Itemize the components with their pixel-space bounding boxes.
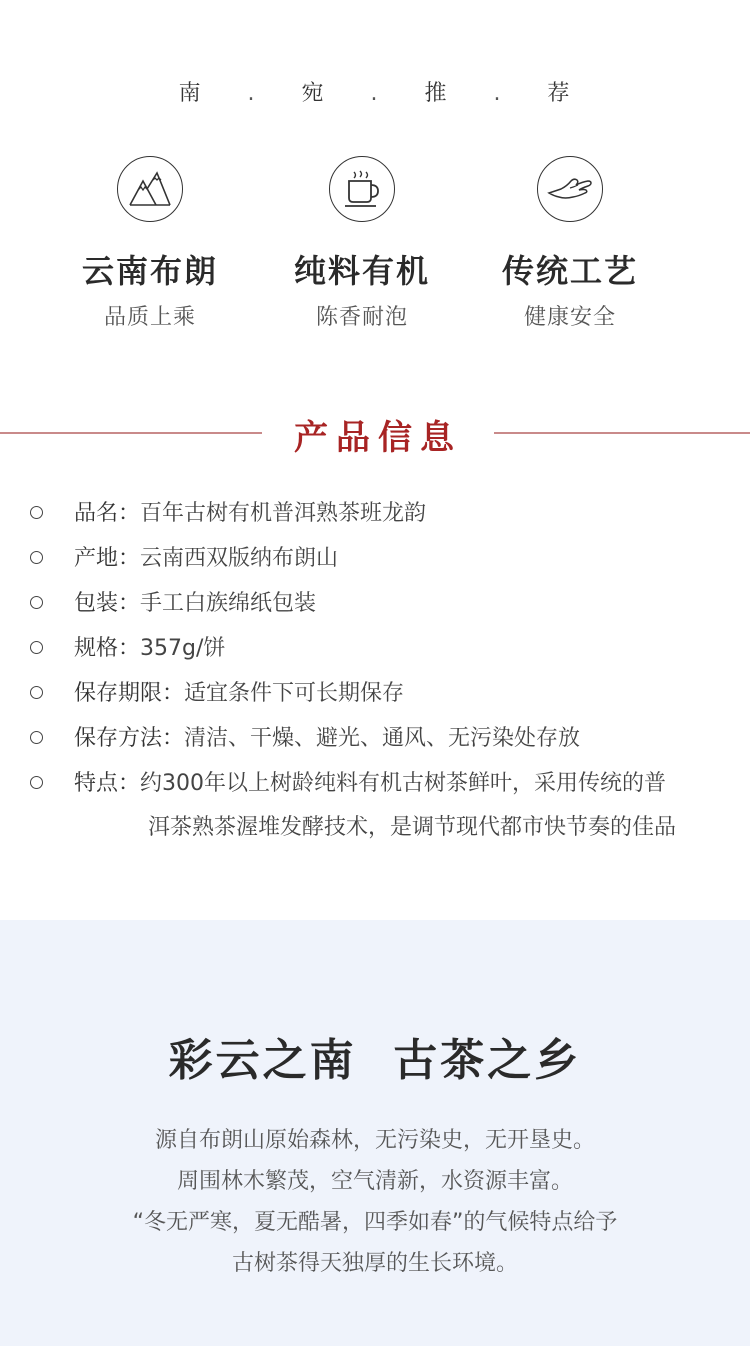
bullet-icon <box>30 596 43 609</box>
feature-title: 云南布朗 <box>81 252 218 290</box>
feature-subtitle: 陈香耐泡 <box>315 305 408 330</box>
item-value-continuation: 洱茶熟茶渥堆发酵技术，是调节现代都市快节奏的佳品 <box>148 815 677 840</box>
feature-subtitle: 品质上乘 <box>103 305 196 330</box>
recommend-separator: . <box>493 81 503 106</box>
bullet-icon <box>30 731 43 744</box>
recommend-char: 宛 <box>301 81 326 106</box>
item-label: 产地： <box>74 546 141 571</box>
item-label: 特点： <box>74 771 141 796</box>
mountain-icon <box>117 156 183 222</box>
list-item <box>0 676 750 721</box>
origin-title: 彩云之南 古茶之乡 <box>168 1035 582 1086</box>
item-value: 手工白族绵纸包装 <box>140 591 317 616</box>
recommend-separator: . <box>370 81 380 106</box>
origin-description <box>0 1120 750 1284</box>
recommend-title <box>0 76 750 107</box>
item-label: 保存方法： <box>74 726 185 751</box>
item-label: 保存期限： <box>74 681 185 706</box>
origin-line: 周围林木繁茂，空气清新，水资源丰富。 <box>176 1169 573 1194</box>
feature-subtitle: 健康安全 <box>523 305 616 330</box>
list-item <box>0 766 750 856</box>
list-item <box>0 541 750 586</box>
feature-item-craft <box>470 156 670 331</box>
bullet-icon <box>30 686 43 699</box>
hand-icon <box>537 156 603 222</box>
item-value: 清洁、干燥、避光、通风、无污染处存放 <box>184 726 581 751</box>
feature-item-organic <box>262 156 462 331</box>
bullet-icon <box>30 776 43 789</box>
item-value: 约300年以上树龄纯料有机古树茶鲜叶，采用传统的普 <box>140 771 667 796</box>
item-label: 规格： <box>74 636 141 661</box>
product-info-header <box>0 410 750 456</box>
origin-line: 源自布朗山原始森林，无污染史，无开垦史。 <box>154 1128 595 1153</box>
list-item <box>0 496 750 541</box>
recommend-separator: . <box>247 81 257 106</box>
item-value: 云南西双版纳布朗山 <box>140 546 339 571</box>
feature-title: 纯料有机 <box>293 252 430 290</box>
divider-line <box>494 432 750 434</box>
feature-title: 传统工艺 <box>501 252 638 290</box>
list-item <box>0 586 750 631</box>
bullet-icon <box>30 641 43 654</box>
recommend-char: 推 <box>424 81 449 106</box>
origin-line: 古树茶得天独厚的生长环境。 <box>231 1251 518 1276</box>
item-value: 适宜条件下可长期保存 <box>184 681 405 706</box>
bullet-icon <box>30 551 43 564</box>
item-label: 包装： <box>74 591 141 616</box>
tea-cup-icon <box>329 156 395 222</box>
list-item <box>0 631 750 676</box>
origin-section <box>0 920 750 1346</box>
origin-line: “冬无严寒，夏无酷暑，四季如春”的气候特点给予 <box>132 1210 618 1235</box>
divider-line <box>0 432 262 434</box>
product-info-title: 产品信息 <box>294 418 462 458</box>
list-item <box>0 721 750 766</box>
feature-list <box>0 156 750 336</box>
item-value: 357g/饼 <box>140 636 226 661</box>
bullet-icon <box>30 506 43 519</box>
recommend-char: 荐 <box>547 81 572 106</box>
recommend-char: 南 <box>178 81 203 106</box>
feature-item-brand <box>50 156 250 331</box>
item-value: 百年古树有机普洱熟茶班龙韵 <box>140 501 427 526</box>
item-label: 品名： <box>74 501 141 526</box>
